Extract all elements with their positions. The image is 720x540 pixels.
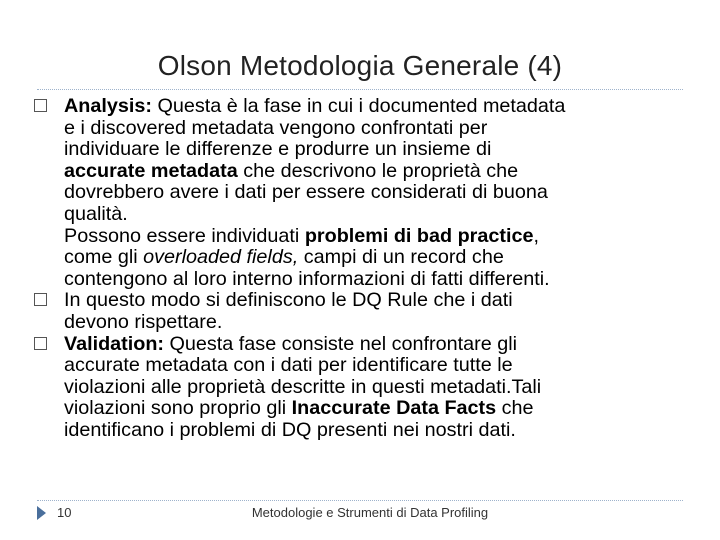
bullet-marker-icon (34, 293, 47, 306)
text-line (64, 312, 694, 334)
text-line (64, 377, 694, 399)
bullet-dq-rules (34, 290, 694, 333)
text-line (64, 398, 694, 420)
bullet-analysis (34, 96, 694, 290)
slide-body (34, 96, 694, 442)
bold-run: Analysis: (64, 95, 152, 117)
text-line (64, 118, 694, 140)
text-line (64, 420, 694, 442)
text-run: identificano i problemi di DQ presenti nei nostri dati. (64, 418, 516, 441)
bullet-text (64, 96, 694, 290)
text-run: violazioni sono proprio gli (64, 397, 292, 420)
bullet-marker-icon (34, 99, 47, 112)
text-line (64, 161, 694, 183)
text-line (64, 139, 694, 161)
italic-run: overloaded fields, (143, 246, 299, 269)
text-line (64, 96, 694, 118)
page-number: 10 (57, 505, 72, 520)
text-run: Questa è la fase in cui i documented metadata (151, 95, 566, 117)
text-run: contengono al loro interno informazioni di fatti differenti. (64, 267, 550, 290)
title-divider (37, 89, 683, 90)
footer-divider (37, 500, 683, 501)
bullet-marker-icon (34, 337, 47, 350)
bullet-validation (34, 334, 694, 442)
footer-text: Metodologie e Strumenti di Data Profiling (251, 505, 489, 520)
text-line (64, 334, 694, 356)
text-line (64, 226, 694, 248)
slide-title: Olson Metodologia Generale (4) (157, 50, 563, 81)
text-run: e i discovered metadata vengono confrontati per (64, 116, 488, 139)
text-run: individuare le differenze e produrre un insieme di (64, 138, 492, 161)
text-run: , (533, 224, 539, 247)
text-run: Possono essere individuati (64, 224, 305, 247)
text-line (64, 290, 694, 312)
bold-run: accurate metadata (64, 159, 238, 182)
text-run: che descrivono le proprietà che (237, 159, 519, 182)
text-run: come gli (64, 246, 144, 269)
bold-run: Inaccurate Data Facts (291, 397, 497, 420)
bold-run: problemi di bad practice (304, 224, 534, 247)
text-line (64, 182, 694, 204)
bullet-text (64, 334, 694, 442)
text-run: campi di un record che (298, 246, 504, 269)
bold-run: Validation: (64, 332, 165, 355)
text-run: In questo modo si definiscono le DQ Rule che i dati (64, 289, 513, 312)
text-line (64, 269, 694, 291)
text-run: violazioni alle proprietà descritte in questi metadati.Tali (64, 375, 542, 398)
text-line (64, 204, 694, 226)
bullet-text (64, 290, 694, 333)
text-run: devono rispettare. (64, 310, 223, 333)
text-run: Questa fase consiste nel confrontare gli (164, 332, 517, 355)
text-line (64, 247, 694, 269)
text-line (64, 355, 694, 377)
text-run: dovrebbero avere i dati per essere considerati di buona (64, 181, 548, 204)
text-run: che (496, 397, 534, 420)
text-run: qualità. (64, 202, 128, 225)
text-run: accurate metadata con i dati per identificare tutte le (64, 354, 513, 377)
